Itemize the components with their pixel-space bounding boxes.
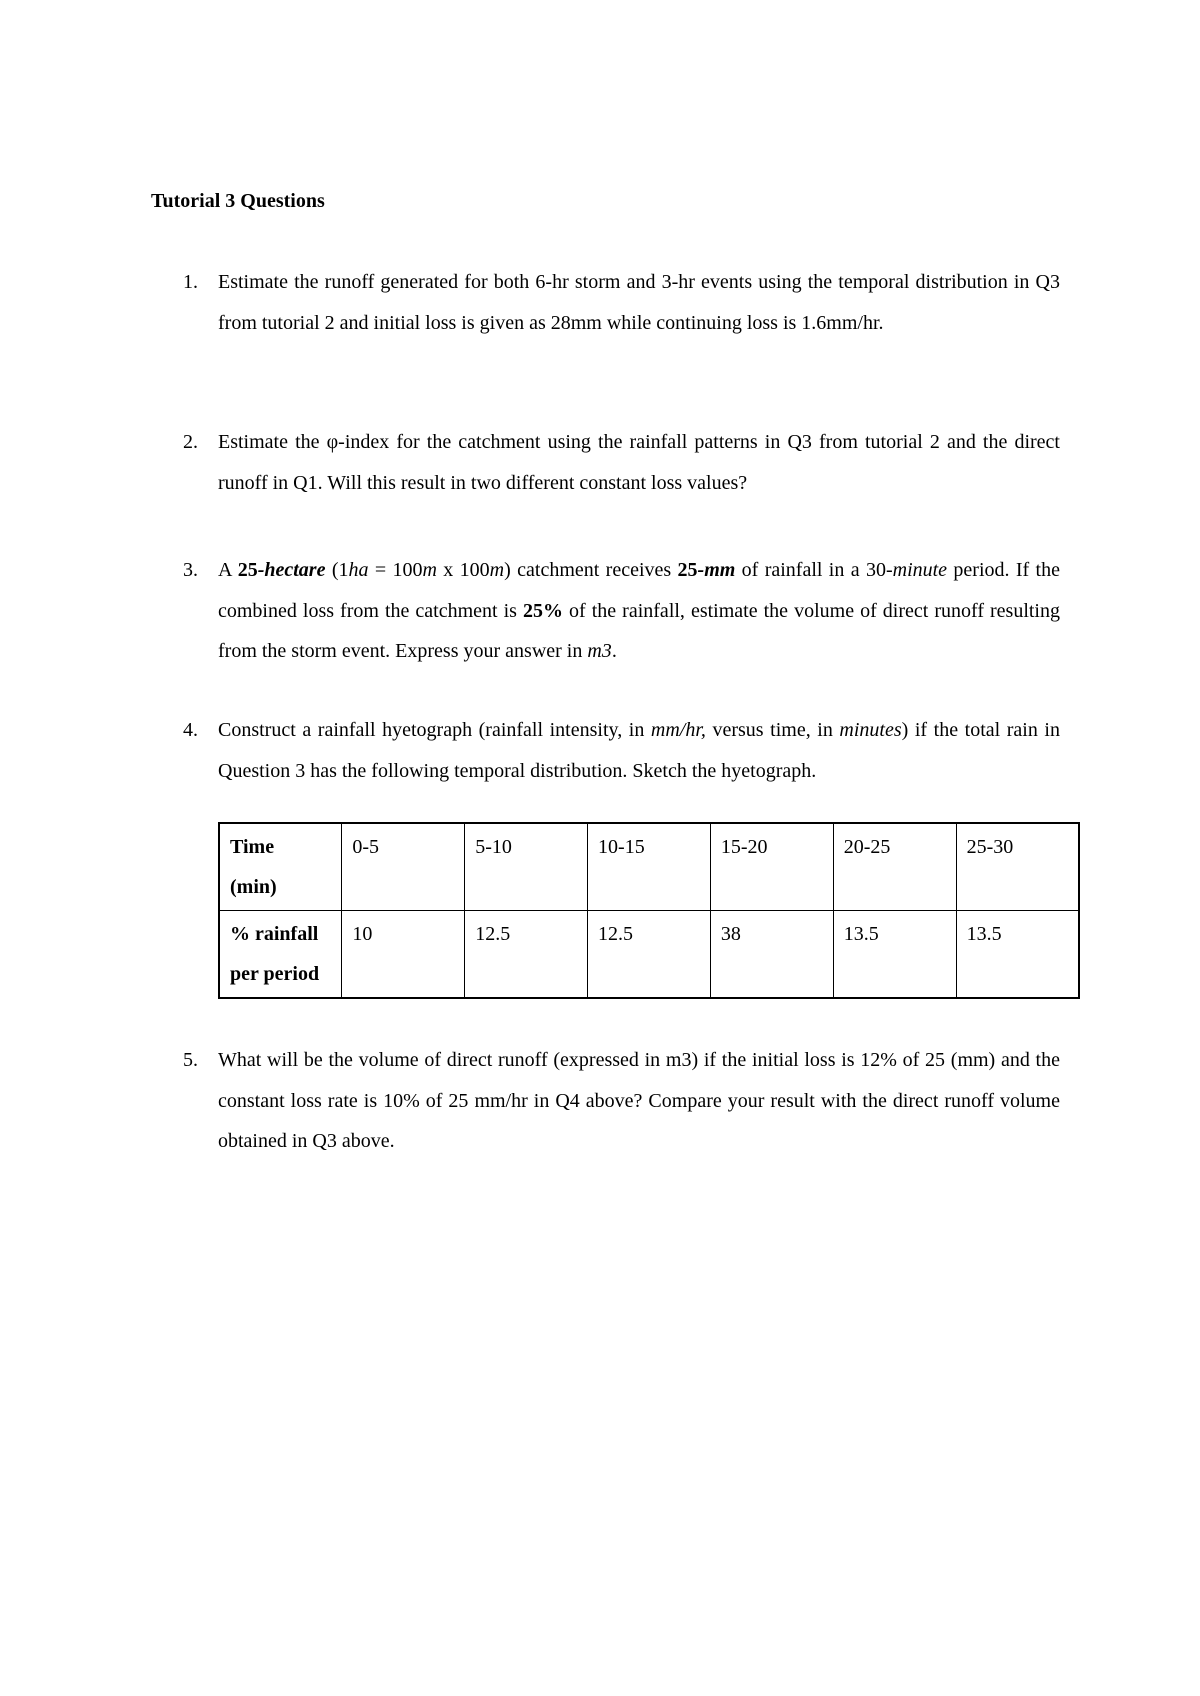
table-row-header xyxy=(219,823,342,911)
question-text xyxy=(218,422,1060,503)
question-text-italic: m xyxy=(422,559,437,581)
table-cell: 12.5 xyxy=(588,911,711,999)
table-header-text: per period xyxy=(230,963,320,985)
table-cell: 10-15 xyxy=(588,823,711,911)
question-text-part: What will be the volume of direct runoff (expressed in m3) if the initial loss is 12% of 25 (mm) and the constant loss rate is 10% of 25 mm/hr in Q4 above? Compare your result with the direct runoff volume obtained in Q3 above. xyxy=(218,1049,1060,1152)
question-text-part: Estimate the runoff generated for both 6-hr storm and 3-hr events using the temporal distribution in Q3 from tutorial 2 and initial loss is given as 28mm while continuing loss is 1.6mm/hr. xyxy=(218,271,1060,334)
table-cell: 0-5 xyxy=(342,823,465,911)
table-header-text: (min) xyxy=(230,876,277,898)
question-text xyxy=(218,262,1060,343)
question-text-part: x 100 xyxy=(436,559,490,581)
question-5 xyxy=(183,1040,1060,1162)
question-text-bold-italic: -mm xyxy=(697,559,736,581)
table-header-text: Time xyxy=(230,836,275,858)
question-text-part: versus time, in xyxy=(705,719,840,741)
question-number: 5. xyxy=(183,1049,198,1071)
rainfall-distribution-table xyxy=(218,822,1080,999)
question-text xyxy=(218,710,1060,791)
table-cell: 20-25 xyxy=(833,823,956,911)
question-4 xyxy=(183,710,1060,791)
table-cell: 13.5 xyxy=(833,911,956,999)
table-cell: 12.5 xyxy=(465,911,588,999)
question-text-italic: ha xyxy=(348,559,369,581)
table-cell: 25-30 xyxy=(956,823,1079,911)
page-title: Tutorial 3 Questions xyxy=(151,190,325,212)
question-text-italic: m3 xyxy=(587,640,612,662)
table-cell: 13.5 xyxy=(956,911,1079,999)
table-row xyxy=(219,823,1079,911)
table-row-header xyxy=(219,911,342,999)
table-cell: 10 xyxy=(342,911,465,999)
question-number: 1. xyxy=(183,271,198,293)
question-text-italic: minutes xyxy=(839,719,902,741)
question-text xyxy=(218,550,1060,672)
question-number: 3. xyxy=(183,559,198,581)
question-text-part: ) catchment receives xyxy=(504,559,678,581)
question-text-part: Construct a rainfall hyetograph (rainfall intensity, in xyxy=(218,719,651,741)
question-text-italic: mm/hr, xyxy=(650,719,706,741)
question-text-part: A xyxy=(218,559,238,581)
question-2 xyxy=(183,422,1060,503)
question-text-part: = 100 xyxy=(368,559,423,581)
question-text-part: period. If the combined loss from the catchment is xyxy=(218,559,1060,622)
table-cell: 38 xyxy=(710,911,833,999)
question-text-bold: 25% xyxy=(523,599,563,622)
question-text-bold: 25 xyxy=(237,559,258,581)
question-text-part: Estimate the φ-index for the catchment using the rainfall patterns in Q3 from tutorial 2 and the direct runoff in Q1. Will this result in two different constant loss values? xyxy=(218,431,1060,494)
question-number: 4. xyxy=(183,719,198,741)
table-header-text: % rainfall xyxy=(230,923,319,945)
question-text-part: (1 xyxy=(325,559,349,581)
question-text-part: of rainfall in a 30- xyxy=(735,559,893,581)
table-cell: 5-10 xyxy=(465,823,588,911)
question-text-italic: minute xyxy=(892,559,948,581)
question-text-bold-italic: -hectare xyxy=(257,559,326,581)
question-1 xyxy=(183,262,1060,343)
question-text-italic: m xyxy=(489,559,505,581)
question-text-part: . xyxy=(611,640,617,662)
table-row xyxy=(219,911,1079,999)
table-cell: 15-20 xyxy=(710,823,833,911)
question-text-part: of the rainfall, estimate the volume of direct runoff resulting from the storm event. Express your answer in xyxy=(218,599,1060,662)
question-3 xyxy=(183,550,1060,672)
question-text xyxy=(218,1040,1060,1162)
question-number: 2. xyxy=(183,431,198,453)
question-text-part: ) if the total rain in Question 3 has the following temporal distribution. Sketch the hyetograph. xyxy=(218,719,1060,782)
question-text-bold: 25 xyxy=(677,559,698,581)
